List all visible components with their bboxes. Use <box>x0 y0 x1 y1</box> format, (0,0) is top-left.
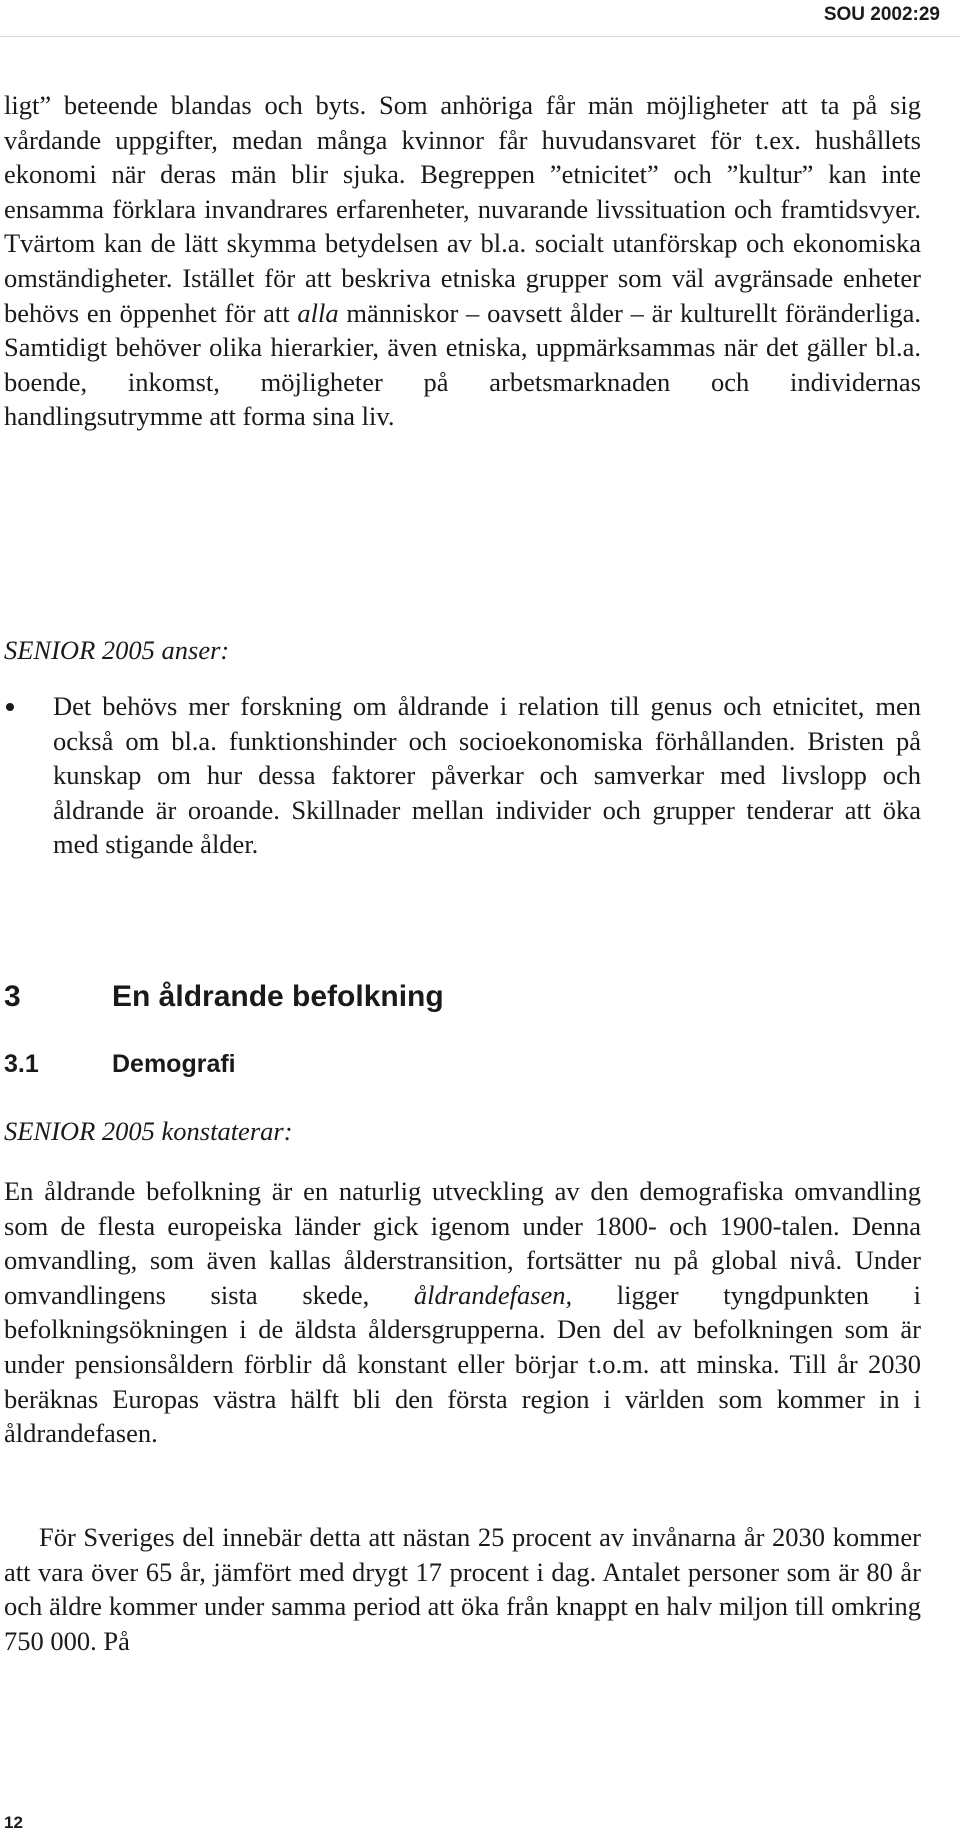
body-paragraph: För Sveriges del innebär detta att nästan 25 procent av invånarna år 2030 kommer att vara över 65 år, jämfört med drygt 17 procent i dag. Antalet personer som är 80 år och äldre kommer under samma period att öka från knappt en halv miljon till omkring 750 000. På <box>4 1522 921 1656</box>
body-paragraph <box>4 1174 921 1451</box>
text-run: ligt” beteende blandas och byts. Som anhöriga får män möjligheter att ta på sig vårdande uppgifter, medan många kvinnor får huvudansvaret för t.ex. hushållets ekonomi när deras män blir sjuka. Begreppen ”etnicitet” och ”kultur” kan inte ensamma förklara invandrares erfarenheter, nuvarande livssituation och framtidsvyer. Tvärtom kan de lätt skymma betydelsen av bl.a. socialt utanförskap och ekonomiska omständigheter. Istället för att beskriva etniska grupper som väl avgränsade enheter behövs en öppenhet för att <box>4 90 921 328</box>
section-number: 3 <box>4 980 21 1013</box>
subsection-number: 3.1 <box>4 1050 39 1078</box>
emphasis: åldrandefasen, <box>413 1279 573 1310</box>
subsection-heading <box>4 1050 236 1079</box>
emphasis: alla <box>297 297 339 328</box>
subsection-title: Demografi <box>112 1050 236 1078</box>
senior-2005-label: SENIOR 2005 anser: <box>4 635 230 665</box>
section-title: En åldrande befolkning <box>112 980 444 1013</box>
text-run: människor – oavsett ålder – är kulturellt föränderliga. Samtidigt behöver olika hierarkier, även etniska, uppmärksammas när det gäller bl.a. boende, inkomst, möjligheter på arbetsmarknaden och individernas handlingsutrymme att forma sina liv. <box>4 297 921 432</box>
senior-2005-label: SENIOR 2005 konstaterar: <box>4 1116 293 1146</box>
text-run: En åldrande befolkning är en naturlig utveckling av den demografiska omvandling som de flesta europeiska länder gick igenom under 1800- och 1900-talen. Denna omvandling, som även kallas ålderstransition, fortsätter nu på global nivå. Under omvandlingens sista skede, <box>4 1176 921 1310</box>
page-number: 12 <box>4 1813 23 1832</box>
text-run: ligger tyngdpunkten i befolkningsökningen i de äldsta åldersgrupperna. Den del av befolkningen som är under pensionsåldern förblir då konstant eller börjar t.o.m. att minska. Till år 2030 beräknas Europas västra hälft bli den första region i världen som kommer in i åldrandefasen. <box>4 1279 921 1449</box>
document-id: SOU 2002:29 <box>823 4 940 25</box>
body-paragraph <box>4 88 921 434</box>
header-divider <box>0 36 960 37</box>
bullet-icon <box>6 703 14 711</box>
bullet-text: Det behövs mer forskning om åldrande i relation till genus och etnicitet, men också om bl.a. funktionshinder och socioekonomiska förhållanden. Bristen på kunskap om hur dessa faktorer påverkar och samverkar med livslopp och åldrande är oroande. Skillnader mellan individer och grupper tenderar att öka med stigande ålder. <box>53 691 921 860</box>
bullet-item <box>0 689 921 862</box>
page-header <box>0 0 960 36</box>
section-heading <box>4 980 444 1014</box>
bullet-list <box>0 689 921 862</box>
